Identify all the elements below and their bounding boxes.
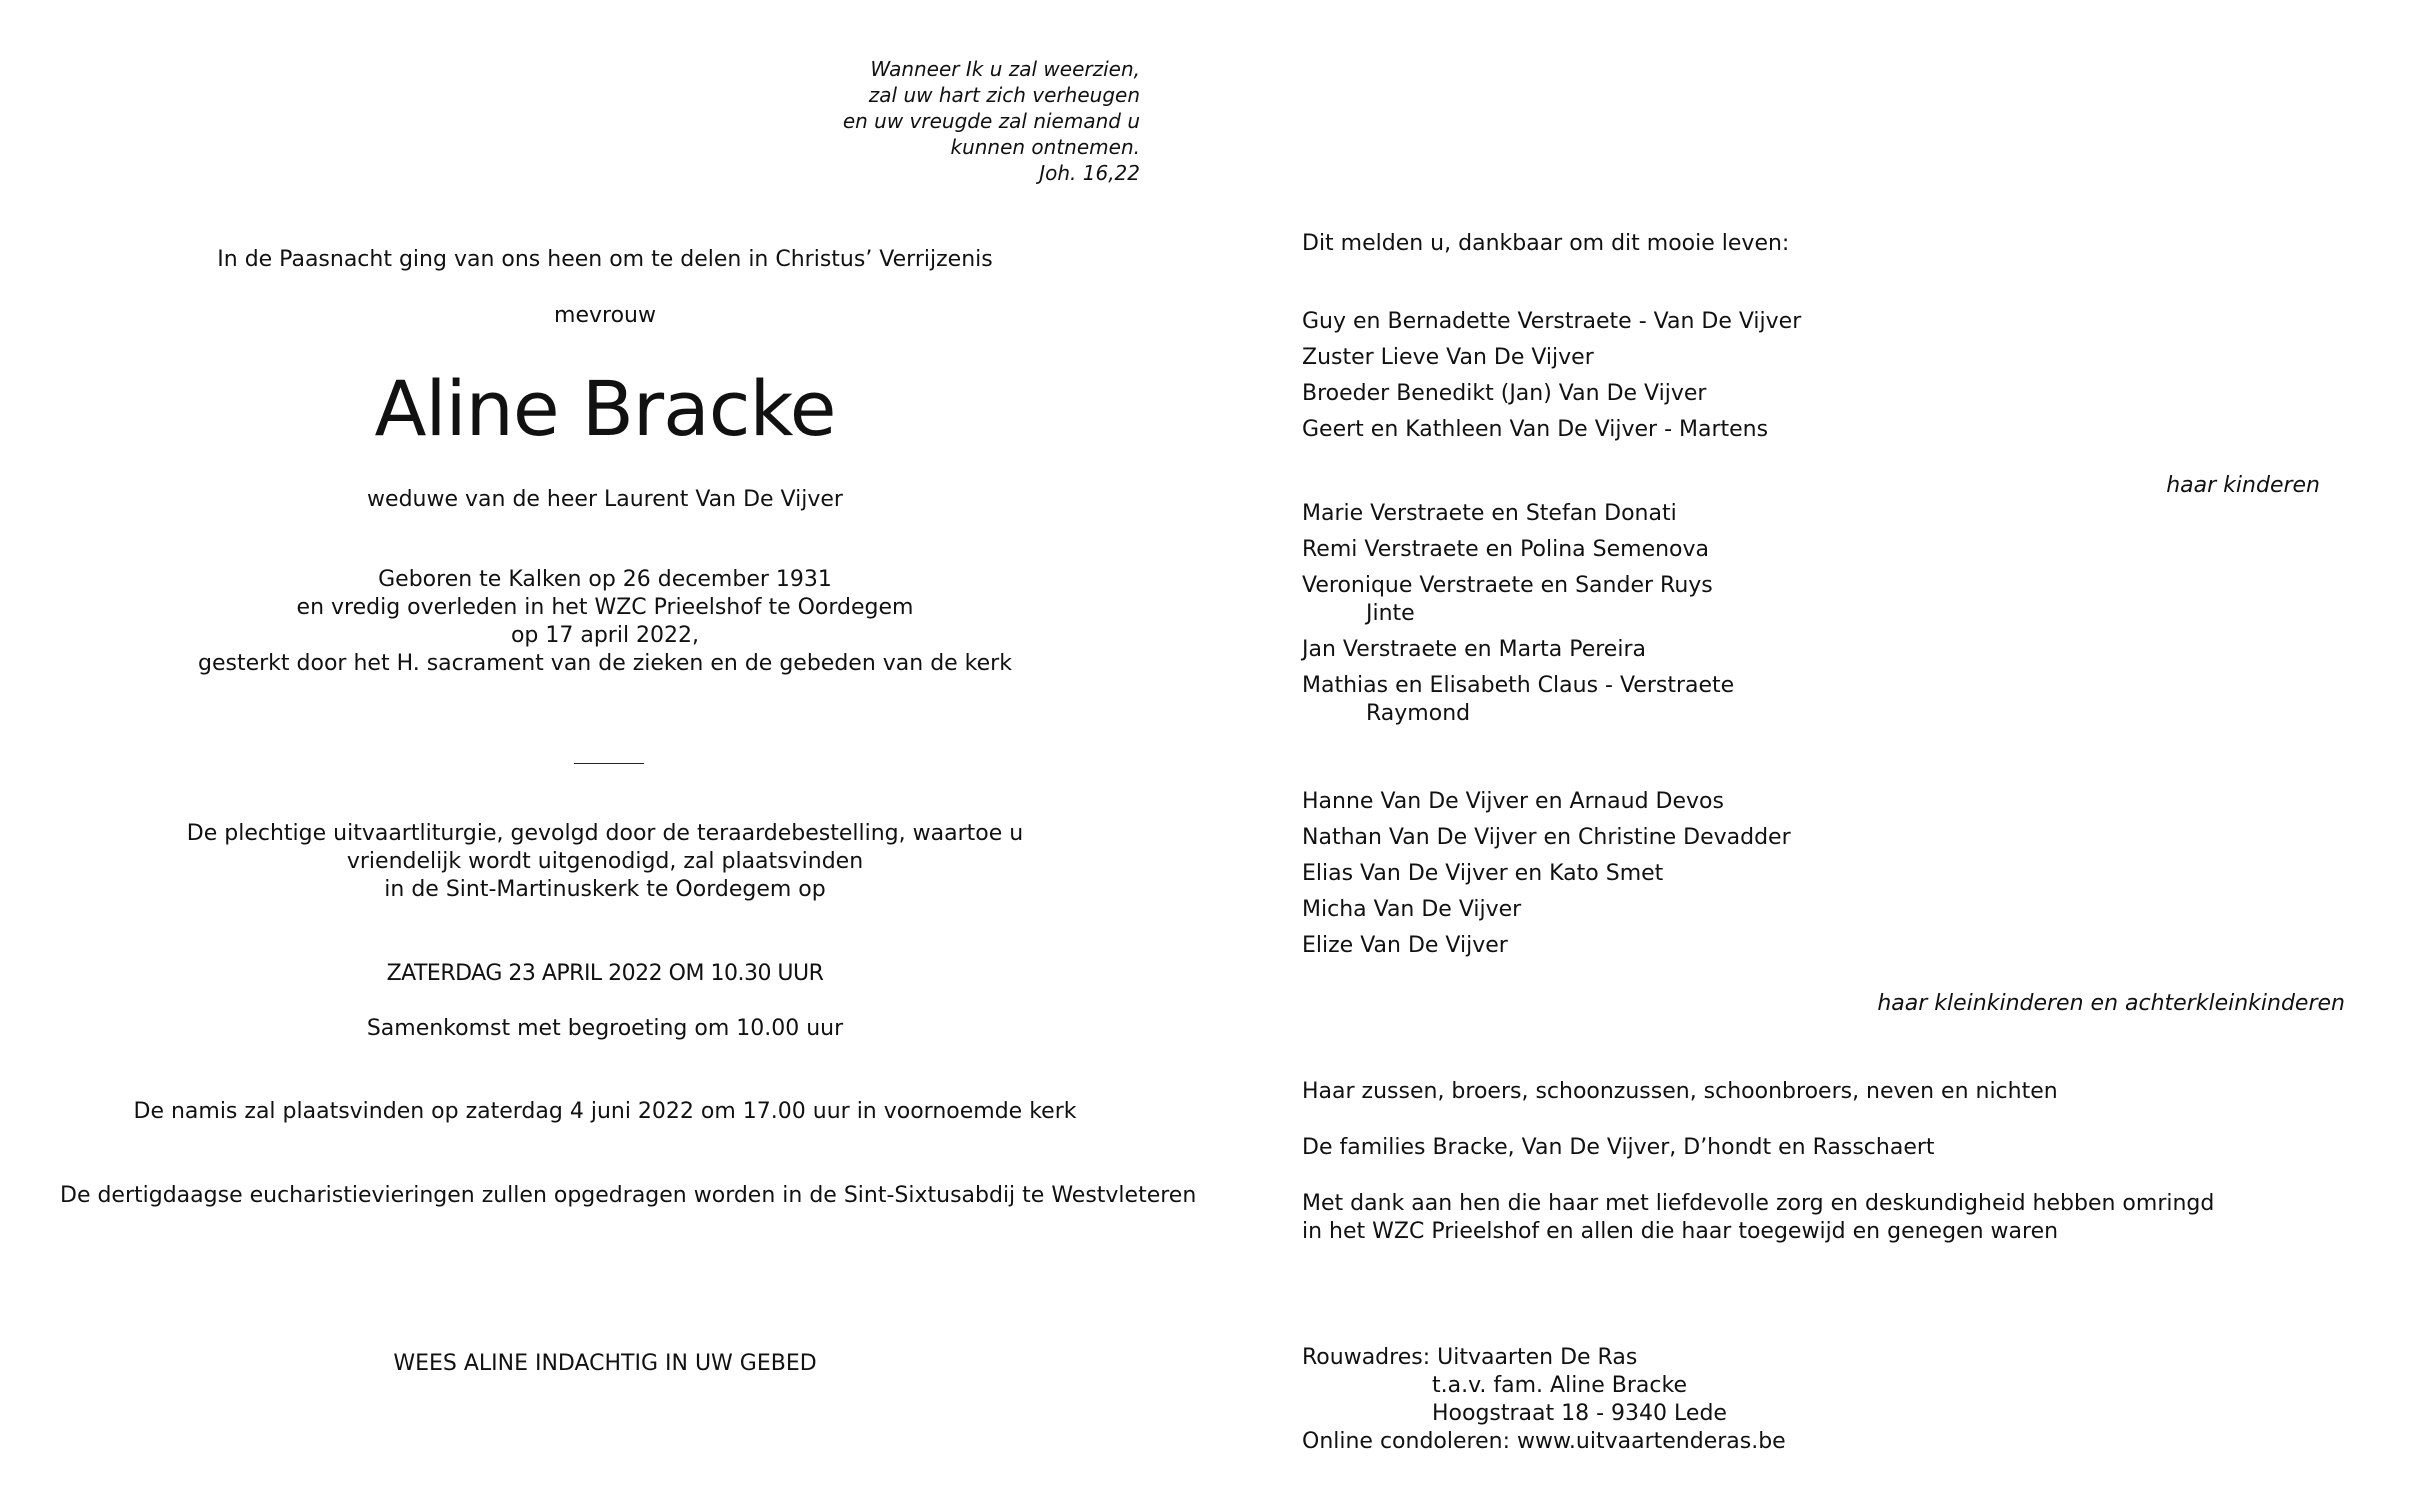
funeral-line: vriendelijk wordt uitgenodigd, zal plaatsvinden (346, 849, 864, 874)
siblings-text: Haar zussen, broers, schoonzussen, schoonbroers, neven en nichten (1302, 1079, 2058, 1104)
condolence-link[interactable]: Online condoleren: www.uitvaartenderas.be (1302, 1429, 1786, 1454)
funeral-line: De plechtige uitvaartliturgie, gevolgd door de teraardebestelling, waartoe u (186, 821, 1024, 846)
funeral-line: in de Sint-Martinuskerk te Oordegem op (384, 877, 826, 902)
list-item: Elize Van De Vijver (1302, 933, 1508, 958)
children-list (1302, 308, 1801, 452)
list-item: Nathan Van De Vijver en Christine Devadder (1302, 825, 1791, 850)
list-item: Mathias en Elisabeth Claus - Verstraete (1302, 673, 1735, 698)
quote-line: Wanneer Ik u zal weerzien, (870, 57, 1140, 81)
address-line: t.a.v. fam. Aline Bracke (1432, 1373, 1687, 1398)
quote-reference: Joh. 16,22 (1039, 161, 1140, 185)
great-grandchild: Jinte (1366, 601, 1415, 626)
thanks-line: in het WZC Prieelshof en allen die haar toegewijd en genegen waren (1302, 1219, 2059, 1244)
list-item: Micha Van De Vijver (1302, 897, 1522, 922)
address-line: Hoogstraat 18 - 9340 Lede (1432, 1401, 1727, 1426)
quote-line: kunnen ontnemen. (950, 135, 1140, 159)
list-item: Elias Van De Vijver en Kato Smet (1302, 861, 1664, 886)
birth-line: Geboren te Kalken op 26 december 1931 (378, 567, 832, 592)
list-item: Remi Verstraete en Polina Semenova (1302, 537, 1710, 562)
list-item: Guy en Bernadette Verstraete - Van De Vijver (1302, 309, 1802, 334)
list-item: Jan Verstraete en Marta Pereira (1302, 637, 1646, 662)
great-grandchild: Raymond (1366, 701, 1471, 726)
birth-line: gesterkt door het H. sacrament van de zieken en de gebeden van de kerk (198, 651, 1012, 676)
birth-line: op 17 april 2022, (510, 623, 700, 648)
grandchildren-list-b (1302, 788, 1791, 968)
thirty-days-text: De dertigdaagse eucharistievieringen zullen opgedragen worden in de Sint-Sixtusabdij te Westvleteren (60, 1183, 1197, 1208)
announce-text: Dit melden u, dankbaar om dit mooie leven: (1302, 231, 1790, 256)
list-item: Zuster Lieve Van De Vijver (1302, 345, 1594, 370)
thanks-line: Met dank aan hen die haar met liefdevolle zorg en deskundigheid hebben omringd (1302, 1191, 2215, 1216)
gathering-text: Samenkomst met begroeting om 10.00 uur (366, 1016, 844, 1041)
widow-text: weduwe van de heer Laurent Van De Vijver (367, 487, 843, 512)
list-item: Geert en Kathleen Van De Vijver - Martens (1302, 417, 1769, 442)
quote-line: en uw vreugde zal niemand u (842, 109, 1140, 133)
bible-quote (750, 56, 1140, 186)
address-block (1302, 1344, 1786, 1456)
funeral-block (60, 820, 1150, 904)
list-item: Veronique Verstraete en Sander Ruys (1302, 573, 1713, 598)
namis-text: De namis zal plaatsvinden op zaterdag 4 juni 2022 om 17.00 uur in voornoemde kerk (133, 1099, 1077, 1124)
intro-text: In de Paasnacht ging van ons heen om te delen in Christus’ Verrijzenis (217, 247, 993, 272)
address-line: Rouwadres: Uitvaarten De Ras (1302, 1345, 1638, 1370)
divider-line (574, 763, 644, 764)
grandchildren-list-a (1302, 500, 1734, 728)
birth-line: en vredig overleden in het WZC Prieelshof te Oordegem (296, 595, 914, 620)
grandchildren-label: haar kleinkinderen en achterkleinkinderen (1877, 991, 2345, 1016)
title-text: mevrouw (554, 303, 656, 328)
quote-line: zal uw hart zich verheugen (868, 83, 1140, 107)
birth-death-block (60, 566, 1150, 678)
deceased-name: Aline Bracke (374, 364, 836, 453)
list-item: Hanne Van De Vijver en Arnaud Devos (1302, 789, 1724, 814)
thanks-block (1302, 1190, 2214, 1246)
list-item: Broeder Benedikt (Jan) Van De Vijver (1302, 381, 1707, 406)
children-label: haar kinderen (2166, 473, 2320, 498)
funeral-date: ZATERDAG 23 APRIL 2022 OM 10.30 UUR (386, 961, 824, 986)
list-item: Marie Verstraete en Stefan Donati (1302, 501, 1677, 526)
closing-text: WEES ALINE INDACHTIG IN UW GEBED (393, 1351, 817, 1376)
families-text: De families Bracke, Van De Vijver, D’hondt en Rasschaert (1302, 1135, 1935, 1160)
